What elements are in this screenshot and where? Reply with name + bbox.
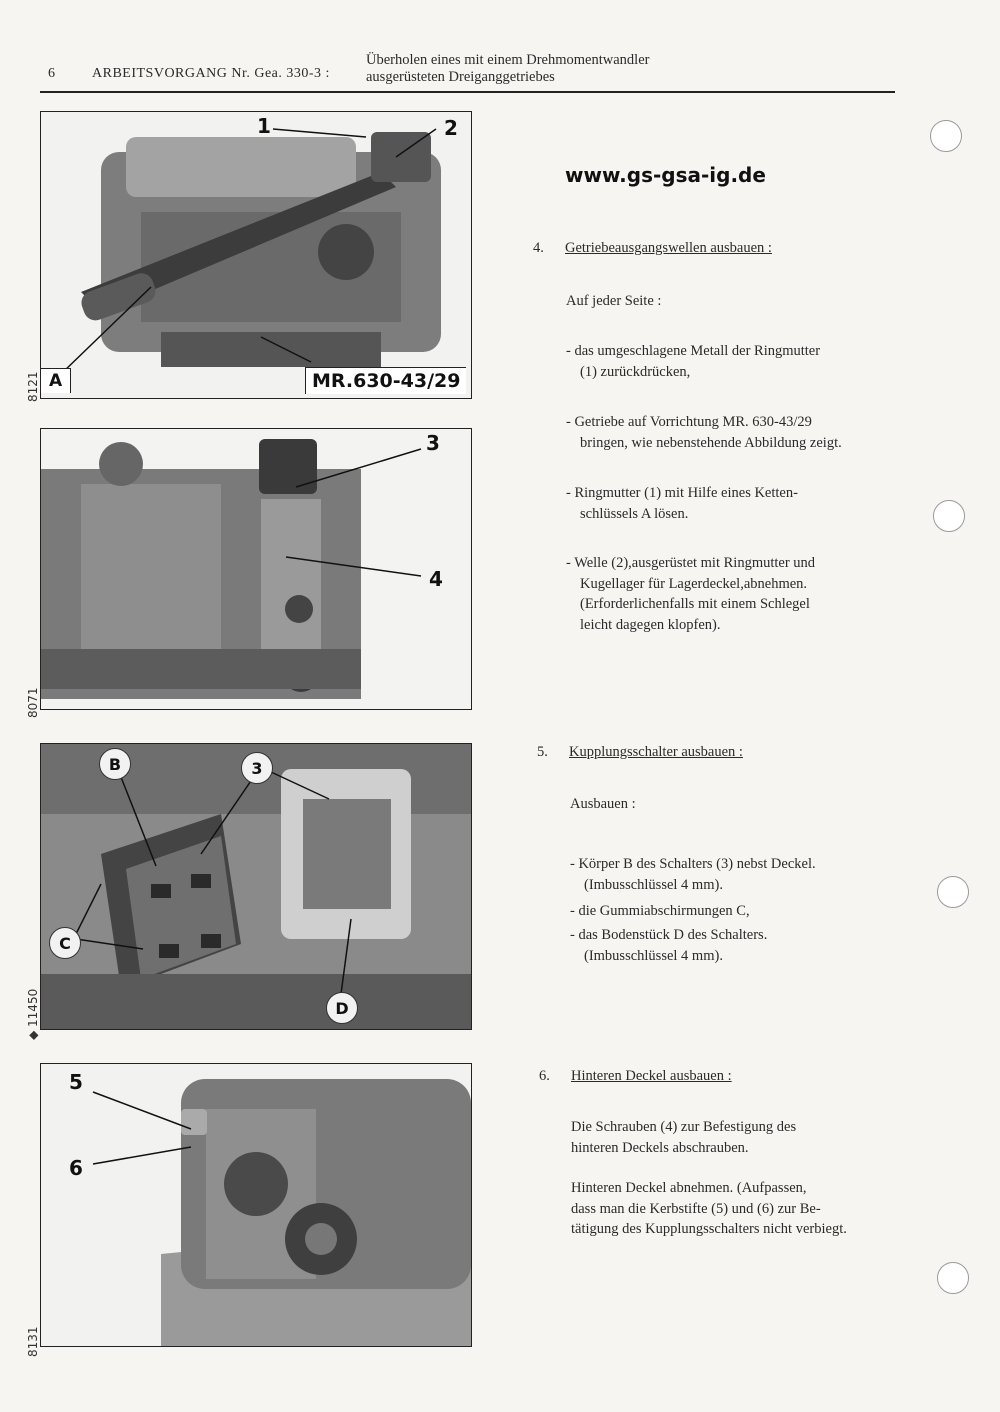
photo-code: 8131 (26, 1326, 40, 1357)
title-line-2: ausgerüsteten Dreiganggetriebes (366, 69, 555, 85)
section-4-intro: Auf jeder Seite : (566, 293, 662, 309)
photo-label-3: 3 (426, 431, 440, 455)
photo-label-b: B (99, 748, 131, 780)
section-6-heading: Hinteren Deckel ausbauen : (571, 1068, 732, 1084)
photo-label-d: D (326, 992, 358, 1024)
section-4-item-1: - das umgeschlagene Metall der Ringmutter (1) zurückdrücken, (566, 343, 821, 380)
section-6-paragraph-1: Die Schrauben (4) zur Befestigung des hinteren Deckels abschrauben. (571, 1119, 797, 1156)
gearbox-photo-2 (41, 429, 471, 709)
photo-label-6: 6 (69, 1156, 83, 1180)
binder-hole-icon (937, 1262, 969, 1294)
gearbox-photo-3 (41, 744, 471, 1029)
section-4-item-2: - Getriebe auf Vorrichtung MR. 630-43/29 bringen, wie nebenstehende Abbildung zeigt. (566, 414, 842, 451)
section-5-number: 5. (537, 744, 548, 760)
gearbox-photo-4 (41, 1064, 471, 1346)
binder-hole-icon (930, 120, 962, 152)
section-5-heading: Kupplungsschalter ausbauen : (569, 744, 743, 760)
photo-code: ◆ 11450 (26, 988, 40, 1040)
section-4-number: 4. (533, 240, 544, 256)
section-4-item-4: - Welle (2),ausgerüstet mit Ringmutter und Kugellager für Lagerdeckel,abnehmen. (Erforderlichenfalls mit einem Schlegel leicht dagegen klopfen). (566, 555, 816, 633)
operation-number: ARBEITSVORGANG Nr. Gea. 330-3 : (92, 66, 330, 81)
photo-clutch-switch (40, 743, 472, 1030)
photo-code: 8071 (26, 687, 40, 718)
section-4-item-3: - Ringmutter (1) mit Hilfe eines Ketten- schlüssels A lösen. (566, 485, 798, 522)
header-rule (40, 91, 895, 93)
binder-hole-icon (933, 500, 965, 532)
photo-label-a: A (41, 368, 71, 393)
gearbox-photo-1 (41, 112, 471, 398)
photo-rear-cover (40, 1063, 472, 1347)
photo-label-1: 1 (257, 114, 271, 138)
section-6-number: 6. (539, 1068, 550, 1084)
photo-label-3: 3 (241, 752, 273, 784)
photo-label-c: C (49, 927, 81, 959)
section-5-item-3: - das Bodenstück D des Schalters. (Imbusschlüssel 4 mm). (570, 927, 768, 964)
section-5-intro: Ausbauen : (570, 796, 636, 812)
page-title (366, 52, 649, 86)
section-6-paragraph-2: Hinteren Deckel abnehmen. (Aufpassen, dass man die Kerbstifte (5) und (6) zur Be- tätigung des Kupplungsschalters nicht verbiegt. (571, 1180, 847, 1237)
website-url: www.gs-gsa-ig.de (565, 163, 766, 187)
section-4-heading: Getriebeausgangswellen ausbauen : (565, 240, 772, 256)
photo-label-2: 2 (444, 116, 458, 140)
photo-label-5: 5 (69, 1070, 83, 1094)
page-number: 6 (48, 66, 56, 81)
title-line-1: Überholen eines mit einem Drehmomentwandler (366, 52, 650, 68)
binder-hole-icon (937, 876, 969, 908)
photo-code: 8121 (26, 371, 40, 402)
section-5-item-2: - die Gummiabschirmungen C, (570, 903, 750, 919)
photo-gearbox-wrench (40, 111, 472, 399)
photo-label-4: 4 (429, 567, 443, 591)
section-5-item-1: - Körper B des Schalters (3) nebst Deckel. (Imbusschlüssel 4 mm). (570, 856, 816, 893)
tool-reference: MR.630-43/29 (305, 367, 466, 394)
photo-gearbox-rear (40, 428, 472, 710)
